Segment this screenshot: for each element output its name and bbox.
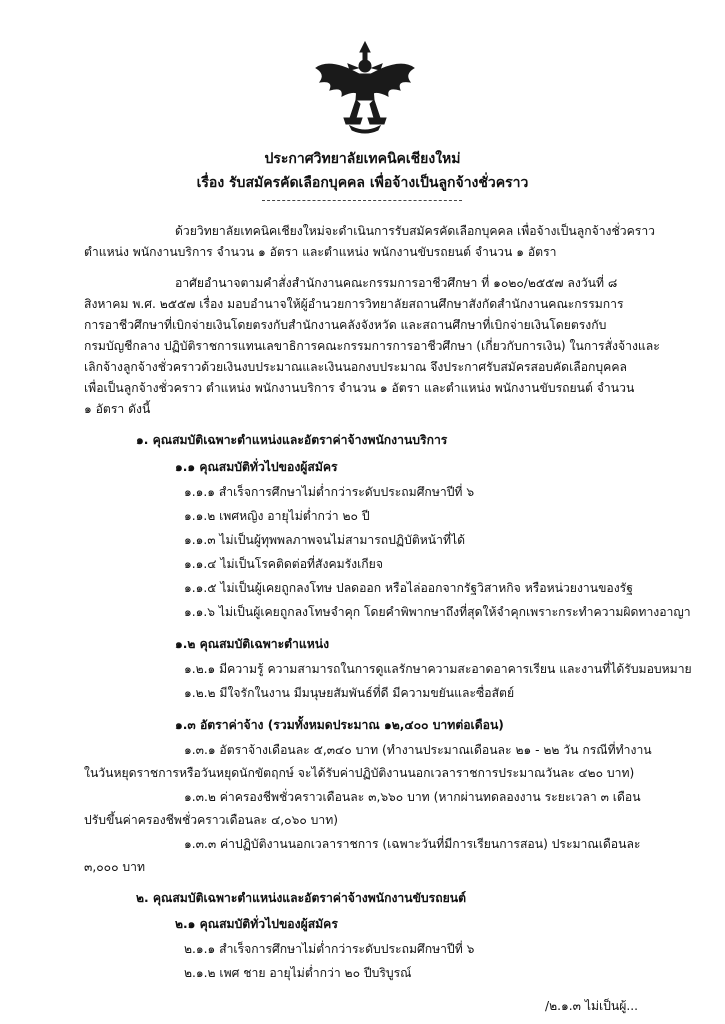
continuation-note: /๒.๑.๓ ไม่เป็นผู้... [545, 999, 638, 1013]
wage-line: ๓,๐๐๐ บาท [84, 860, 146, 874]
qualification-item: ๒.๑.๒ เพศ ชาย อายุไม่ต่ำกว่า ๒๐ ปีบริบูรณ์ [184, 966, 412, 980]
section-1-1-heading: ๑.๑ คุณสมบัติทั่วไปของผู้สมัคร [175, 460, 338, 474]
wage-line: ๑.๓.๓ ค่าปฏิบัติงานนอกเวลาราชการ (เฉพาะวันที่มีการเรียนการสอน) ประมาณเดือนละ [184, 837, 641, 851]
authority-line: กรมบัญชีกลาง ปฏิบัติราชการแทนเลขาธิการคณะกรรมการการอาชีวศึกษา (เกี่ยวกับการเงิน) ในการสั่งจ้างและ [84, 339, 660, 353]
qualification-item: ๑.๑.๕ ไม่เป็นผู้เคยถูกลงโทษ ปลดออก หรือไล่ออกจากรัฐวิสาหกิจ หรือหน่วยงานของรัฐ [184, 581, 633, 595]
wage-line: ปรับขึ้นค่าครองชีพชั่วคราวเดือนละ ๔,๐๖๐ บาท) [84, 813, 339, 827]
qualification-item: ๑.๑.๒ เพศหญิง อายุไม่ต่ำกว่า ๒๐ ปี [184, 509, 370, 523]
qualification-item: ๑.๑.๔ ไม่เป็นโรคติดต่อที่สังคมรังเกียจ [184, 557, 383, 571]
qualification-item: ๑.๑.๑ สำเร็จการศึกษาไม่ต่ำกว่าระดับประถมศึกษาปีที่ ๖ [184, 485, 475, 499]
intro-line: ด้วยวิทยาลัยเทคนิคเชียงใหม่จะดำเนินการรับสมัครคัดเลือกบุคคล เพื่อจ้างเป็นลูกจ้างชั่วคราว [175, 224, 656, 238]
specific-item: ๑.๒.๒ มีใจรักในงาน มีมนุษยสัมพันธ์ที่ดี มีความขยันและซื่อสัตย์ [184, 686, 515, 700]
section-1-3-heading: ๑.๓ อัตราค่าจ้าง (รวมทั้งหมดประมาณ ๑๒,๔๐๐ บาทต่อเดือน) [175, 718, 504, 732]
title-divider [262, 200, 462, 201]
garuda-emblem [310, 38, 420, 138]
specific-item: ๑.๒.๑ มีความรู้ ความสามารถในการดูแลรักษาความสะอาดอาคารเรียน และงานที่ได้รับมอบหมาย [184, 662, 692, 676]
authority-line: เพื่อเป็นลูกจ้างชั่วคราว ตำแหน่ง พนักงานบริการ จำนวน ๑ อัตรา และตำแหน่ง พนักงานขับรถยนต์ จำนวน [84, 381, 635, 395]
authority-line: ๑ อัตรา ดังนี้ [84, 402, 151, 416]
wage-line: ๑.๓.๒ ค่าครองชีพชั่วคราวเดือนละ ๓,๖๖๐ บาท (หากผ่านทดลองงาน ระยะเวลา ๓ เดือน [184, 790, 641, 804]
wage-line: ในวันหยุดราชการหรือวันหยุดนักขัตฤกษ์ จะได้รับค่าปฏิบัติงานนอกเวลาราชการประมาณวันละ ๔๒๐ บาท) [84, 766, 635, 780]
document-title: ประกาศวิทยาลัยเทคนิคเชียงใหม่ [264, 151, 461, 167]
qualification-item: ๒.๑.๑ สำเร็จการศึกษาไม่ต่ำกว่าระดับประถมศึกษาปีที่ ๖ [184, 942, 475, 956]
intro-line: ตำแหน่ง พนักงานบริการ จำนวน ๑ อัตรา และตำแหน่ง พนักงานขับรถยนต์ จำนวน ๑ อัตรา [84, 245, 557, 259]
section-2-heading: ๒. คุณสมบัติเฉพาะตำแหน่งและอัตราค่าจ้างพนักงานขับรถยนต์ [136, 891, 466, 905]
qualification-item: ๑.๑.๓ ไม่เป็นผู้ทุพพลภาพจนไม่สามารถปฏิบัติหน้าที่ได้ [184, 533, 466, 547]
authority-line: การอาชีวศึกษาที่เบิกจ่ายเงินโดยตรงกับสำนักงานคลังจังหวัด และสถานศึกษาที่เบิกจ่ายเงินโดยตรงกับ [84, 318, 607, 332]
qualification-item: ๑.๑.๖ ไม่เป็นผู้เคยถูกลงโทษจำคุก โดยคำพิพากษาถึงที่สุดให้จำคุกเพราะกระทำความผิดทางอาญา [184, 605, 691, 619]
document-subject: เรื่อง รับสมัครคัดเลือกบุคคล เพื่อจ้างเป็นลูกจ้างชั่วคราว [196, 175, 529, 191]
authority-line: อาศัยอำนาจตามคำสั่งสำนักงานคณะกรรมการอาชีวศึกษา ที่ ๑๐๒๐/๒๕๕๗ ลงวันที่ ๘ [175, 276, 618, 290]
section-1-2-heading: ๑.๒ คุณสมบัติเฉพาะตำแหน่ง [175, 637, 330, 651]
authority-line: สิงหาคม พ.ศ. ๒๕๕๗ เรื่อง มอบอำนาจให้ผู้อำนวยการวิทยาลัยสถานศึกษาสังกัดสำนักงานคณะกรรมการ [84, 297, 624, 311]
authority-line: เลิกจ้างลูกจ้างชั่วคราวด้วยเงินงบประมาณและเงินนอกงบประมาณ จึงประกาศรับสมัครสอบคัดเลือกบุคคล [84, 360, 627, 374]
section-1-heading: ๑. คุณสมบัติเฉพาะตำแหน่งและอัตราค่าจ้างพนักงานบริการ [136, 433, 448, 447]
section-2-1-heading: ๒.๑ คุณสมบัติทั่วไปของผู้สมัคร [175, 917, 338, 931]
wage-line: ๑.๓.๑ อัตราจ้างเดือนละ ๕,๓๔๐ บาท (ทำงานประมาณเดือนละ ๒๑ - ๒๒ วัน กรณีที่ทำงาน [184, 743, 652, 757]
